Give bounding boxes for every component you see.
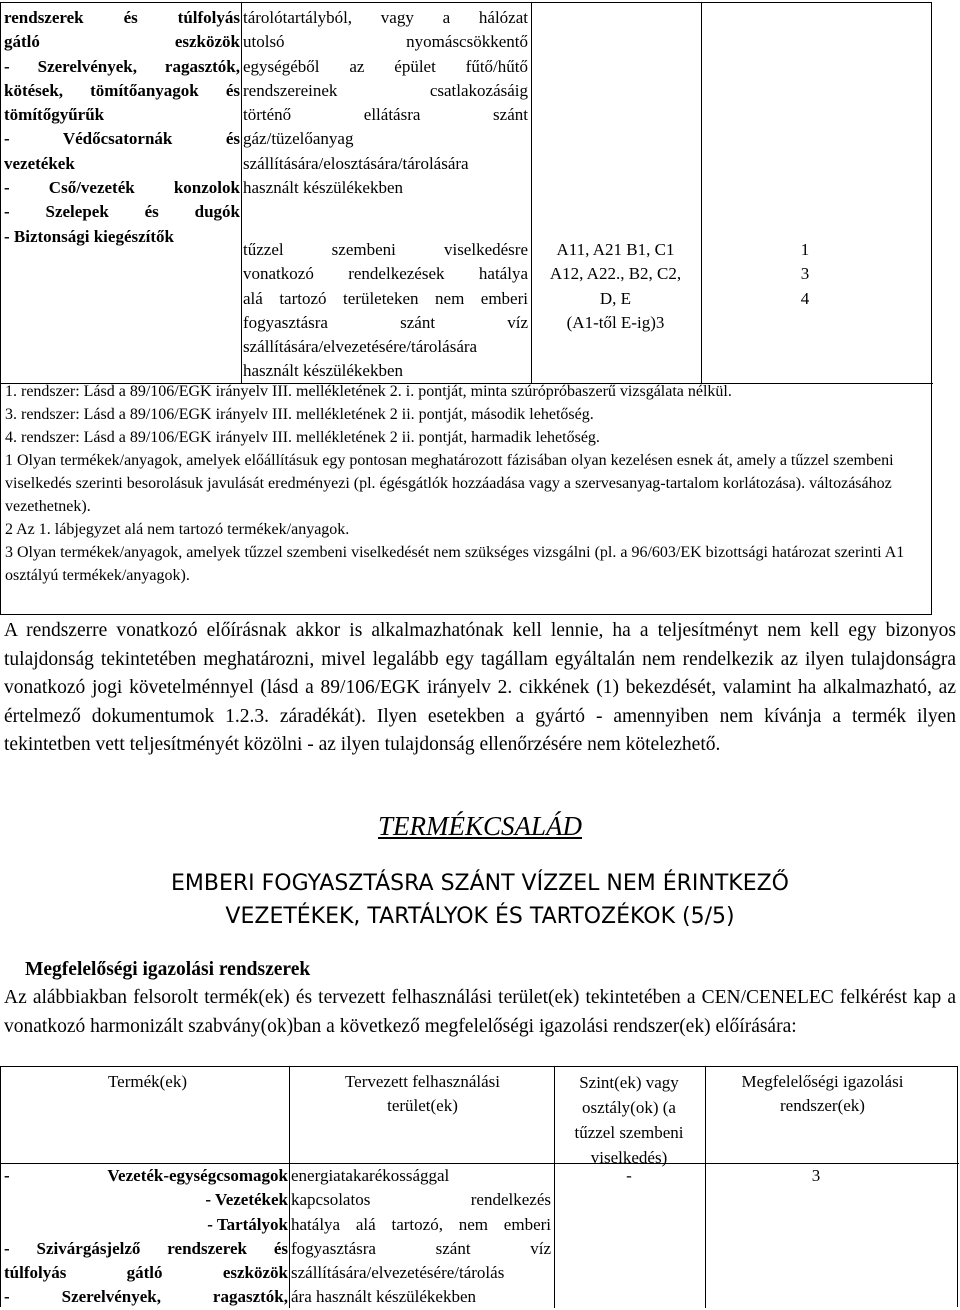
product-line: túlfolyás gátló eszközök [4, 1263, 288, 1283]
use-line: szállítására/elvezetésére/tárolására [243, 337, 478, 357]
subtitle-line-2: VEZETÉKEK, TARTÁLYOK ÉS TARTOZÉKOK (5/5) [225, 904, 735, 929]
footnote-1: 1 Olyan termékek/anyagok, amelyek előállításuk egy pontosan meghatározott fázisában olyan kezelésen esnek át, amely a tűzzel szembeni viselkedés szerinti besorolásuk javulását eredményezi (pl. égésgátlók hozzáadása vagy a szervesanyag-tartalom korlátozása). változásához vezethetnek). [5, 452, 894, 515]
product-line: - Szerelvények, ragasztók, [4, 1287, 288, 1307]
use-line: gáz/tüzelőanyag [243, 129, 354, 149]
use-line: használt készülékekben [243, 361, 404, 381]
use-line: hatálya alá tartozó, nem emberi [291, 1214, 551, 1234]
bottom-products-cell [4, 1164, 288, 1310]
product-line: - Tartályok [207, 1214, 288, 1234]
use-line: alá tartozó területeken nem emberi [243, 288, 528, 308]
footnote-3: 3 Olyan termékek/anyagok, amelyek tűzzel szembeni viselkedését nem szükséges vizsgálni (pl. a 96/603/EK bizottsági határozat szerinti A1 osztályú termékek/anyagok). [5, 544, 905, 584]
footnote-2: 2 Az 1. lábjegyzet alá nem tartozó termékek/anyagok. [5, 521, 350, 538]
product-line: - Szelepek és dugók [4, 202, 240, 222]
use-line: vonatkozó rendelkezések hatálya [243, 264, 528, 284]
classes-cell [531, 238, 700, 335]
product-line: - Szerelvények, ragasztók, [4, 56, 240, 76]
system-number: 1 [800, 240, 810, 259]
use-line: energiatakarékossággal [291, 1166, 450, 1185]
product-line: kötések, tömítőanyagok és [4, 80, 240, 100]
use-line: fogyasztásra szánt víz [243, 312, 528, 332]
use-line: használt készülékekben [243, 178, 404, 198]
use-line: kapcsolatos rendelkezés [291, 1190, 551, 1210]
header-products: Termék(ek) [107, 1072, 188, 1091]
product-family-subtitle [0, 867, 960, 933]
note-system-4: 4. rendszer: Lásd a 89/106/EGK irányelv III. mellékletének 2 ii. pontját, harmadik lehetőség. [5, 429, 600, 446]
product-line: vezetékek [4, 153, 75, 173]
product-line: - Vezetékek [205, 1190, 288, 1210]
product-line: - Biztonsági kiegészítők [4, 226, 174, 246]
note-system-3: 3. rendszer: Lásd a 89/106/EGK irányelv III. mellékletének 2 ii. pontját, második lehetőség. [5, 406, 594, 423]
section-heading: Megfelelőségi igazolási rendszerek [25, 959, 311, 980]
product-line: - Szivárgásjelző rendszerek és [4, 1238, 288, 1258]
bottom-level-cell: - [626, 1166, 632, 1185]
note-system-1: 1. rendszer: Lásd a 89/106/EGK irányelv III. mellékletének 2. i. pontját, minta szúrópróbaszerű vizsgálata nélkül. [5, 383, 732, 400]
product-line: gátló eszközök [4, 32, 240, 52]
bottom-system-cell: 3 [811, 1166, 821, 1185]
product-line: - Védőcsatornák és [4, 129, 240, 149]
use-line: szállítására/elvezetésére/tárolás [291, 1263, 505, 1283]
intended-use-cell-2 [243, 238, 528, 384]
header-intended-use: Tervezett felhasználási terület(ek) [344, 1072, 501, 1116]
subtitle-line-1: EMBERI FOGYASZTÁSRA SZÁNT VÍZZEL NEM ÉRINTKEZŐ [171, 871, 789, 896]
system-number: 4 [800, 288, 810, 308]
requirement-paragraph: A rendszerre vonatkozó előírásnak akkor is alkalmazhatónak kell lennie, ha a teljesítményt nem kell egy bizonyos tulajdonság tekintetében meghatározni, mivel legalább egy tagállam egyáltalán nem rendelkezik az ilyen tulajdonságra vonatkozó jogi követelménnyel (lásd a 89/106/EGK irányelv 2. cikkének (1) bekezdését, valamint ha alkalmazható, az értelmező dokumentumok 1.2.3. záradékát). Ilyen esetekben a gyártó - amennyiben nem kívánja a termék ilyen tekintetben vett teljesítményét közölni - az ilyen tulajdonság ellenőrzésére nem kötelezhető. [4, 620, 956, 755]
header-systems: Megfelelőségi igazolási rendszer(ek) [741, 1072, 904, 1116]
bottom-use-cell [291, 1164, 551, 1310]
intended-use-cell-1 [243, 6, 528, 200]
product-line: rendszerek és túlfolyás [4, 8, 240, 27]
use-line: történő ellátásra szánt [243, 105, 528, 125]
product-line: - Cső/vezeték konzolok [4, 178, 240, 198]
use-line: rendszereinek csatlakozásáig [243, 80, 528, 100]
product-line: - Vezeték-egységcsomagok [4, 1166, 288, 1185]
class-line: (A1-től E-ig)3 [566, 312, 665, 332]
use-line: fogyasztásra szánt víz [291, 1238, 551, 1258]
use-line: utolsó nyomáscsökkentő [243, 32, 528, 52]
class-line: A11, A21 B1, C1 [556, 240, 675, 259]
system-number: 3 [800, 264, 810, 284]
table-notes [5, 380, 927, 587]
class-line: A12, A22., B2, C2, [549, 264, 682, 284]
use-line: tűzzel szembeni viselkedésre [243, 240, 528, 259]
product-line: tömítőgyűrűk [4, 105, 105, 125]
systems-cell [780, 238, 830, 311]
product-family-title: TERMÉKCSALÁD [377, 811, 582, 841]
products-cell [4, 6, 240, 249]
intro-paragraph: Az alábbiakban felsorolt termék(ek) és tervezett felhasználási terület(ek) tekintetében a CEN/CENELEC felkérést kap a vonatkozó harmonizált szabvány(ok)ban a következő megfelelőségi igazolási rendszer(ek) előírására: [4, 987, 956, 1037]
use-line: szállítására/elosztására/tárolására [243, 153, 469, 173]
class-line: D, E [599, 288, 632, 308]
header-levels: Szint(ek) vagy osztály(ok) (a tűzzel szembeni viselkedés) [574, 1073, 684, 1167]
use-line: egységéből az épület fűtő/hűtő [243, 56, 528, 76]
use-line: ára használt készülékekben [291, 1287, 477, 1307]
use-line: tárolótartályból, vagy a hálózat [243, 8, 528, 27]
